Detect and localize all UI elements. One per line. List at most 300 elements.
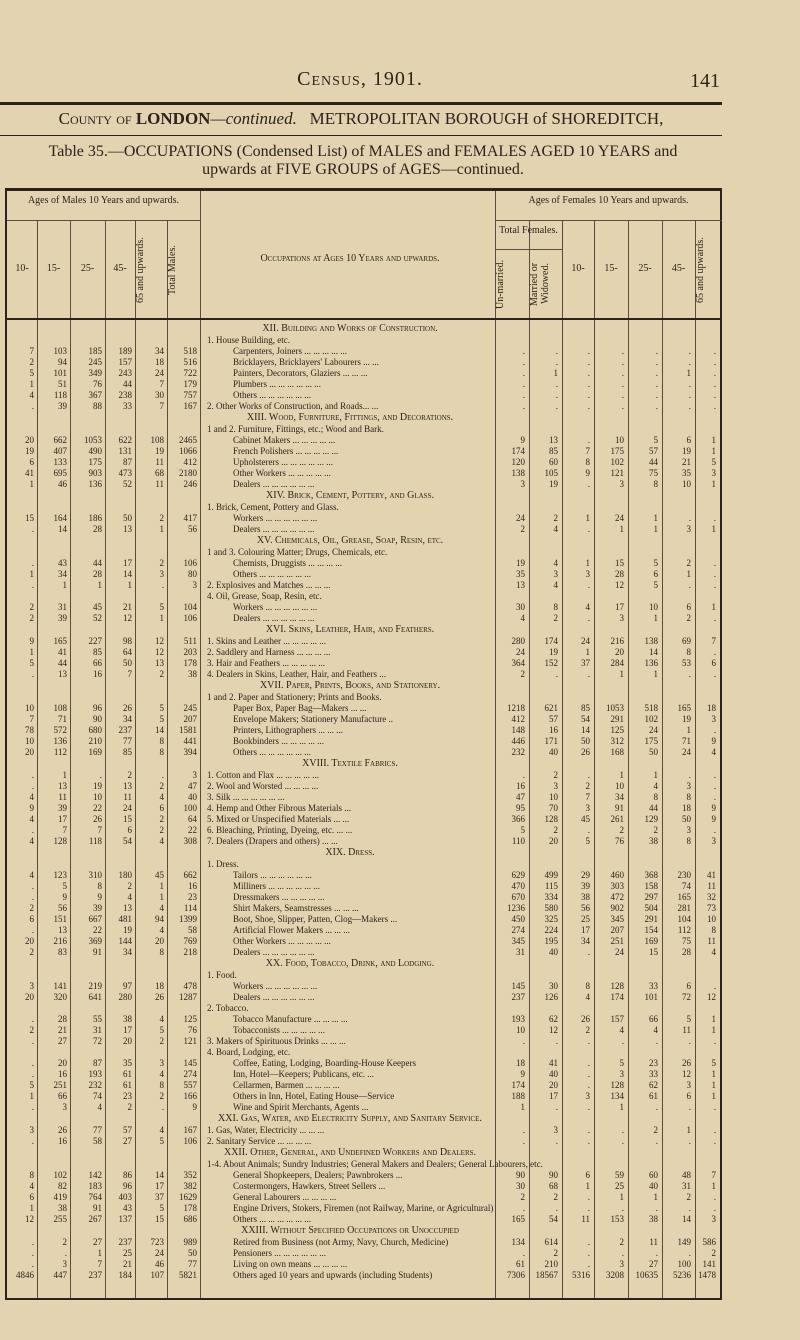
female-value: 1 (711, 1091, 716, 1101)
male-value: 118 (53, 390, 67, 400)
female-value: 50 (682, 814, 691, 824)
female-value: 24 (615, 513, 624, 523)
female-value: 30 (516, 1181, 525, 1191)
table-row (7, 1069, 720, 1080)
female-value: 2 (686, 558, 691, 568)
male-value: 769 (183, 936, 197, 946)
female-value: 3 (686, 524, 691, 534)
male-value: 184 (118, 1270, 132, 1280)
female-value: 11 (707, 936, 716, 946)
female-value: 174 (544, 636, 558, 646)
male-value: 77 (93, 1125, 102, 1135)
male-value: 10 (25, 703, 34, 713)
female-value: . (655, 346, 658, 356)
male-value: 238 (118, 390, 132, 400)
female-value: 207 (610, 925, 624, 935)
female-value: . (587, 368, 590, 378)
female-value: 30 (549, 981, 558, 991)
female-value: 120 (511, 457, 525, 467)
male-value: 91 (93, 947, 102, 957)
male-value: 7 (29, 346, 34, 356)
total-females-rule (495, 249, 562, 250)
female-value: . (555, 357, 558, 367)
table-row (7, 1270, 720, 1281)
male-value: 167 (183, 401, 197, 411)
column-header-females-age-15: 15- (604, 263, 618, 274)
male-value: 680 (88, 725, 102, 735)
female-value: 24 (649, 725, 658, 735)
female-value: 34 (581, 936, 590, 946)
female-value: 24 (682, 747, 691, 757)
male-value: 80 (188, 569, 197, 579)
female-value: 412 (511, 714, 525, 724)
female-value: 91 (615, 803, 624, 813)
female-value: 1 (686, 1125, 691, 1135)
female-value: . (522, 1136, 525, 1146)
female-value: 53 (682, 658, 691, 668)
male-value: 108 (150, 435, 164, 445)
male-value: . (31, 669, 34, 679)
female-value: 224 (544, 925, 558, 935)
male-value: 106 (183, 558, 197, 568)
female-value: 5 (711, 1058, 716, 1068)
female-value: 50 (649, 747, 658, 757)
female-value: 9 (520, 1069, 525, 1079)
column-header-females-unmarried: Un-married. (495, 259, 506, 309)
column-header-females-age-45: 45- (671, 263, 686, 274)
female-value: 2 (553, 613, 558, 623)
female-value: 7 (711, 636, 716, 646)
female-value: . (621, 379, 624, 389)
male-value: 26 (155, 992, 164, 1002)
female-value: . (713, 379, 716, 389)
female-value: 1 (711, 1069, 716, 1079)
subgroup-row (7, 547, 720, 558)
male-value: 4 (29, 1181, 34, 1191)
female-value: 3208 (606, 1270, 624, 1280)
female-value: 1236 (507, 903, 525, 913)
section-heading-row (7, 323, 720, 335)
female-value: 9 (711, 736, 716, 746)
female-value: 2 (619, 1237, 624, 1247)
table-row (7, 881, 720, 892)
female-value: 518 (644, 703, 658, 713)
male-value: 274 (183, 1069, 197, 1079)
female-value: 9 (711, 814, 716, 824)
male-value: 16 (58, 1069, 67, 1079)
table-row (7, 446, 720, 457)
female-value: 26 (581, 1014, 590, 1024)
male-value: 71 (58, 714, 67, 724)
female-value: 20 (615, 647, 624, 657)
occupation-label: XVII. Paper, Prints, Books, and Stationery. (259, 680, 441, 691)
top-rule (0, 102, 722, 105)
female-value: . (688, 1102, 691, 1112)
male-value: 243 (118, 368, 132, 378)
female-value: 12 (682, 1069, 691, 1079)
female-value: . (522, 379, 525, 389)
male-value: 20 (58, 1058, 67, 1068)
female-value: . (713, 725, 716, 735)
occupation-label: Bricklayers, Bricklayers' Labourers ... ... (233, 357, 379, 367)
female-value: 291 (610, 714, 624, 724)
column-header-females-age-25: 25- (638, 263, 652, 274)
male-value: 13 (58, 781, 67, 791)
female-value: 10 (649, 602, 658, 612)
male-value: 52 (123, 479, 132, 489)
table-row (7, 914, 720, 925)
male-value: 31 (58, 602, 67, 612)
female-value: 6 (686, 1091, 691, 1101)
male-value: 44 (93, 558, 102, 568)
male-value: 43 (123, 1203, 132, 1213)
female-value: 174 (610, 992, 624, 1002)
column-header-males-age-25: 25- (80, 263, 95, 274)
female-value: 1 (520, 1102, 525, 1112)
female-value: 24 (615, 947, 624, 957)
female-value: . (655, 357, 658, 367)
occupation-label: XX. Food, Tobacco, Drink, and Lodging. (265, 958, 435, 969)
male-value: 15 (155, 1214, 164, 1224)
occupation-label: 5. Mixed or Unspecified Materials ... ... (207, 814, 350, 824)
female-value: 4 (653, 781, 658, 791)
occupation-label: Cellarmen, Barmen ... ... ... ... (233, 1080, 340, 1090)
female-value: 251 (610, 936, 624, 946)
male-value: 2 (29, 357, 34, 367)
male-value: 83 (58, 947, 67, 957)
male-value: . (64, 1248, 67, 1258)
female-value: 136 (644, 658, 658, 668)
female-value: . (587, 1058, 590, 1068)
female-value: 69 (682, 636, 691, 646)
male-value: 14 (155, 725, 164, 735)
female-value: 1 (553, 368, 558, 378)
female-value: 6 (711, 658, 716, 668)
female-value: . (555, 1136, 558, 1146)
male-value: 183 (88, 1181, 102, 1191)
male-value: 8 (159, 747, 164, 757)
male-value: 227 (88, 636, 102, 646)
female-value: 59 (615, 1170, 624, 1180)
table-row (7, 903, 720, 914)
column-header-females-age-65: 65 and upwards. (695, 237, 706, 303)
female-value: 105 (544, 468, 558, 478)
male-value: 2 (159, 1036, 164, 1046)
female-value: 38 (649, 836, 658, 846)
male-value: 189 (118, 346, 132, 356)
female-value: 3 (619, 1069, 624, 1079)
section-heading-row (7, 624, 720, 636)
female-value: 153 (610, 1214, 624, 1224)
female-value: 48 (682, 1170, 691, 1180)
male-value: 14 (58, 524, 67, 534)
table-row (7, 558, 720, 569)
female-value: 31 (682, 1181, 691, 1191)
female-value: . (713, 1136, 716, 1146)
female-value: 1 (653, 669, 658, 679)
female-value: 61 (649, 1091, 658, 1101)
female-value: . (713, 613, 716, 623)
table-title-line1: Table 35.—OCCUPATIONS (Condensed List) of MALES and FEMALES AGED 10 YEARS and (48, 143, 678, 160)
male-value: 11 (155, 479, 164, 489)
female-value: . (587, 479, 590, 489)
occupation-label: 2. Sanitary Service ... ... ... ... (207, 1136, 312, 1146)
occupation-label: Carpenters, Joiners ... ... ... ... ... (233, 346, 347, 356)
male-value: 210 (88, 736, 102, 746)
occupations-table (5, 188, 722, 1300)
male-value: 641 (88, 992, 102, 1002)
subgroup-row (7, 825, 720, 836)
male-value: 104 (183, 602, 197, 612)
female-value: 29 (581, 870, 590, 880)
male-value: 723 (150, 1237, 164, 1247)
occupation-label: Coffee, Eating, Lodging, Boarding-House Keepers (233, 1058, 417, 1068)
male-value: 131 (118, 446, 132, 456)
male-value: 136 (88, 479, 102, 489)
female-value: 3 (553, 781, 558, 791)
male-value: . (31, 1248, 34, 1258)
female-value: 128 (610, 981, 624, 991)
female-value: . (688, 669, 691, 679)
male-value: 4 (29, 870, 34, 880)
male-value: 100 (183, 803, 197, 813)
female-value: . (655, 1248, 658, 1258)
male-value: 3 (29, 981, 34, 991)
female-value: . (555, 1036, 558, 1046)
male-value: 17 (155, 1181, 164, 1191)
female-value: 62 (649, 1080, 658, 1090)
occupation-label: 6. Bleaching, Printing, Dyeing, etc. ... ... (207, 825, 353, 835)
male-value: 367 (88, 390, 102, 400)
female-value: 12 (707, 992, 716, 1002)
male-value: 419 (53, 1192, 67, 1202)
female-value: 33 (649, 981, 658, 991)
running-title: Census, 1901. (297, 68, 423, 90)
female-value: 54 (549, 1214, 558, 1224)
female-value: 13 (549, 435, 558, 445)
female-value: 175 (610, 446, 624, 456)
female-value: 15 (649, 947, 658, 957)
male-value: 193 (88, 1069, 102, 1079)
female-value: 366 (511, 814, 525, 824)
section-heading-row (7, 1147, 720, 1159)
male-value: 6 (29, 457, 34, 467)
table-row (7, 1214, 720, 1225)
male-value: 13 (123, 903, 132, 913)
male-value: . (161, 770, 164, 780)
female-value: . (587, 947, 590, 957)
male-value: . (99, 770, 102, 780)
female-value: . (587, 1259, 590, 1269)
female-value: 2 (553, 1248, 558, 1258)
female-value: 504 (644, 903, 658, 913)
male-value: 417 (183, 513, 197, 523)
male-value: 25 (123, 1248, 132, 1258)
male-value: 56 (188, 524, 197, 534)
female-value: . (713, 569, 716, 579)
male-value: 310 (88, 870, 102, 880)
female-value: 1 (711, 435, 716, 445)
male-value: 2 (159, 513, 164, 523)
female-value: 145 (511, 981, 525, 991)
table-row (7, 1248, 720, 1259)
female-value: 2 (553, 513, 558, 523)
male-value: 7 (127, 669, 132, 679)
male-value: 308 (183, 836, 197, 846)
male-value: 4 (29, 792, 34, 802)
male-value: 21 (58, 1025, 67, 1035)
female-value: 3 (585, 803, 590, 813)
male-value: 45 (155, 870, 164, 880)
occupation-label: 2. Saddlery and Harness ... ... ... ... (207, 647, 331, 657)
female-value: 8 (585, 981, 590, 991)
female-value: 4 (585, 602, 590, 612)
male-value: 1 (29, 379, 34, 389)
female-value: 1 (653, 613, 658, 623)
female-value: 1 (711, 1025, 716, 1035)
male-value: 10 (25, 736, 34, 746)
subgroup-row (7, 1036, 720, 1047)
male-value: 1066 (179, 446, 197, 456)
table-row (7, 947, 720, 958)
female-value: 3 (585, 569, 590, 579)
male-value: 1 (97, 580, 102, 590)
female-value: 5 (653, 580, 658, 590)
female-value: 7 (711, 1170, 716, 1180)
female-value: 125 (610, 725, 624, 735)
occupation-label: Dealers ... ... ... ... ... ... (233, 524, 315, 534)
male-value: 4 (159, 836, 164, 846)
male-value: 16 (93, 669, 102, 679)
female-value: 165 (677, 703, 691, 713)
female-value: 11 (707, 881, 716, 891)
occupation-label: Envelope Makers; Stationery Manufacture .. (233, 714, 393, 724)
female-value: 3 (686, 825, 691, 835)
female-value: 8 (711, 925, 716, 935)
county-label: County of (58, 109, 132, 128)
female-value: 1 (619, 1102, 624, 1112)
male-value: 1 (29, 1091, 34, 1101)
male-value: 557 (183, 1080, 197, 1090)
header-rule (7, 318, 720, 320)
male-value: 13 (58, 925, 67, 935)
female-value: 1 (653, 513, 658, 523)
male-value: 50 (123, 658, 132, 668)
female-value: . (655, 1203, 658, 1213)
occupation-label: Plumbers ... ... ... ... ... ... (233, 379, 322, 389)
male-value: 394 (183, 747, 197, 757)
male-value: 989 (183, 1237, 197, 1247)
female-value: 2 (686, 613, 691, 623)
male-value: 86 (123, 1170, 132, 1180)
male-value: 4 (97, 1102, 102, 1112)
male-value: 1 (97, 1248, 102, 1258)
female-value: 73 (707, 903, 716, 913)
female-value: . (713, 401, 716, 411)
occupation-label: Other Workers ... ... ... ... ... (233, 468, 331, 478)
female-value: 2 (585, 1025, 590, 1035)
male-value: 490 (88, 446, 102, 456)
occupation-label: Paper Box, Paper Bag—Makers ... ... (233, 703, 367, 713)
female-value: 20 (549, 836, 558, 846)
male-value: 123 (53, 870, 67, 880)
male-value: 4 (159, 1014, 164, 1024)
occupation-label: Tailors ... ... ... ... ... ... (233, 870, 312, 880)
female-value: . (713, 368, 716, 378)
female-value: 102 (610, 457, 624, 467)
male-value: 5 (159, 703, 164, 713)
female-value: 32 (707, 892, 716, 902)
male-value: 9 (97, 892, 102, 902)
male-value: 245 (88, 357, 102, 367)
male-value: . (31, 1069, 34, 1079)
male-value: 352 (183, 1170, 197, 1180)
occupation-label: Tobacco Manufacture ... ... ... ... (233, 1014, 348, 1024)
male-value: 1053 (84, 435, 102, 445)
female-value: 334 (544, 892, 558, 902)
subgroup-row (7, 401, 720, 412)
male-value: 103 (53, 346, 67, 356)
female-value: 18567 (535, 1270, 558, 1280)
male-value: 27 (123, 1136, 132, 1146)
females-group-rule (495, 220, 722, 221)
female-value: 232 (511, 747, 525, 757)
female-value: 158 (644, 881, 658, 891)
female-value: 6 (585, 1170, 590, 1180)
female-value: 2 (520, 524, 525, 534)
occupation-label: 3. Silk ... ... ... ... ... ... (207, 792, 285, 802)
occupation-label: Boot, Shoe, Slipper, Patten, Clog—Makers ... (233, 914, 398, 924)
male-value: 5 (29, 658, 34, 668)
female-value: 76 (615, 836, 624, 846)
male-value: 178 (183, 1203, 197, 1213)
female-value: 2 (619, 825, 624, 835)
male-value: 102 (53, 1170, 67, 1180)
female-value: . (587, 1080, 590, 1090)
male-value: 26 (123, 703, 132, 713)
table-row (7, 524, 720, 535)
female-value: 446 (511, 736, 525, 746)
male-value: 441 (183, 736, 197, 746)
female-value: . (713, 346, 716, 356)
borough-name: METROPOLITAN BOROUGH of SHOREDITCH, (309, 109, 664, 128)
male-value: 1 (62, 580, 67, 590)
male-value: 106 (183, 613, 197, 623)
male-value: 207 (183, 714, 197, 724)
occupation-label: Others ... ... ... ... ... ... (233, 569, 311, 579)
male-value: 2 (159, 558, 164, 568)
female-value: 1 (711, 479, 716, 489)
female-value: . (587, 346, 590, 356)
male-value: 133 (53, 457, 67, 467)
table-row (7, 936, 720, 947)
female-value: 20 (549, 1080, 558, 1090)
subgroup-row (7, 1003, 720, 1014)
male-value: 157 (118, 357, 132, 367)
female-value: 7 (585, 446, 590, 456)
female-value: 50 (581, 736, 590, 746)
female-value: . (621, 390, 624, 400)
male-value: 516 (183, 357, 197, 367)
female-value: 34 (615, 792, 624, 802)
female-value: 5 (585, 836, 590, 846)
occupation-label: 1. Gas, Water, Electricity ... ... ... (207, 1125, 325, 1135)
female-value: . (587, 379, 590, 389)
section-heading-row (7, 490, 720, 502)
column-header-females-age-10: 10- (571, 263, 585, 274)
female-value: . (713, 558, 716, 568)
table-row (7, 390, 720, 401)
